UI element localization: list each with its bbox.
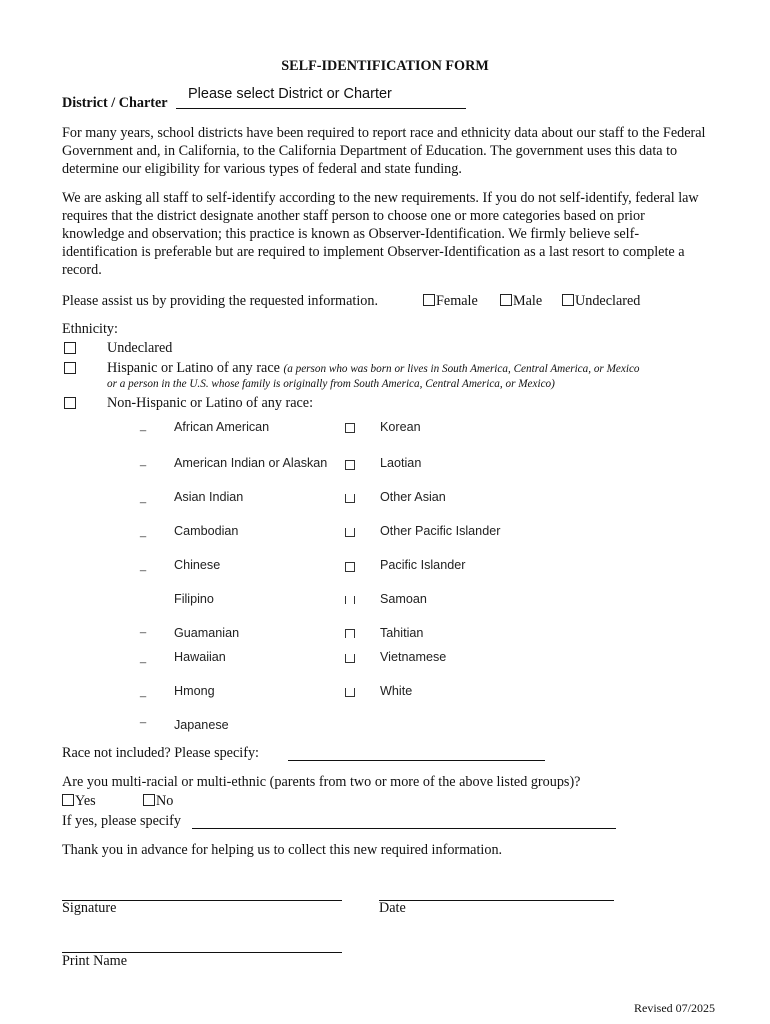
- thank-you-text: Thank you in advance for helping us to collect this new required information.: [62, 842, 503, 858]
- yes-label: Yes: [75, 793, 96, 809]
- race-vietnamese: Vietnamese: [380, 650, 447, 664]
- intro-paragraph-1: For many years, school districts have been required to report race and ethnicity data about our staff to the Federal Government and, in California, to the California Department of Education. The government uses this data to determine our eligibility for various types of federal and state funding.: [62, 125, 706, 177]
- revised-date: Revised 07/2025: [634, 1001, 715, 1015]
- form-title: SELF-IDENTIFICATION FORM: [281, 58, 489, 74]
- district-label: District / Charter: [62, 95, 168, 111]
- race-korean-checkbox[interactable]: [345, 423, 355, 433]
- hispanic-note-line-1: (a person who was born or lives in South America, Central America, or Mexico: [283, 363, 640, 375]
- race-american-indian: American Indian or Alaskan: [174, 456, 328, 470]
- race-white-checkbox[interactable]: [345, 688, 355, 697]
- race-hmong: Hmong: [174, 684, 215, 698]
- multiracial-no-option[interactable]: [143, 793, 173, 810]
- race-tahitian-checkbox[interactable]: [345, 629, 355, 638]
- gender-male-option[interactable]: [500, 293, 542, 310]
- race-samoan: Samoan: [380, 592, 427, 606]
- district-select[interactable]: Please select District or Charter: [188, 86, 392, 102]
- male-checkbox[interactable]: [500, 294, 512, 306]
- ethnicity-non-hispanic-checkbox[interactable]: [64, 397, 76, 409]
- race-checkbox-marker[interactable]: _: [140, 686, 147, 698]
- ethnicity-label: Ethnicity:: [62, 321, 118, 337]
- race-checkbox-marker[interactable]: _: [140, 526, 147, 538]
- yes-checkbox[interactable]: [62, 794, 74, 806]
- female-label: Female: [436, 293, 478, 309]
- print-name-label: Print Name: [62, 953, 128, 969]
- race-guamanian: Guamanian: [174, 626, 240, 640]
- signature-label: Signature: [62, 900, 117, 916]
- ethnicity-undeclared-checkbox[interactable]: [64, 342, 76, 354]
- hispanic-note-line-2: or a person in the U.S. whose family is originally from South America, Central America, or Mexico): [107, 378, 555, 390]
- race-korean: Korean: [380, 420, 421, 434]
- if-yes-specify-field[interactable]: [192, 828, 616, 829]
- race-hawaiian: Hawaiian: [174, 650, 226, 664]
- race-checkbox-marker[interactable]: _: [140, 652, 147, 664]
- if-yes-label: If yes, please specify: [62, 813, 181, 829]
- undeclared-gender-label: Undeclared: [575, 293, 641, 309]
- district-underline: [176, 108, 466, 109]
- multiracial-question: Are you multi-racial or multi-ethnic (parents from two or more of the above listed groups)?: [62, 774, 581, 790]
- undeclared-gender-checkbox[interactable]: [562, 294, 574, 306]
- race-checkbox-marker[interactable]: _: [140, 492, 147, 504]
- race-laotian: Laotian: [380, 456, 422, 470]
- gender-female-option[interactable]: [423, 293, 478, 310]
- race-checkbox-marker[interactable]: _: [140, 622, 147, 634]
- race-other-asian: Other Asian: [380, 490, 446, 504]
- race-african-american: African American: [174, 420, 270, 434]
- no-checkbox[interactable]: [143, 794, 155, 806]
- race-white: White: [380, 684, 413, 698]
- date-label: Date: [379, 900, 406, 916]
- race-pacific-islander: Pacific Islander: [380, 558, 466, 572]
- race-filipino: Filipino: [174, 592, 214, 606]
- race-checkbox-marker[interactable]: _: [140, 712, 147, 724]
- gender-prompt: Please assist us by providing the requested information.: [62, 293, 379, 309]
- race-pacific-islander-checkbox[interactable]: [345, 562, 355, 572]
- race-checkbox-marker[interactable]: _: [140, 560, 147, 572]
- race-specify-field[interactable]: [288, 760, 545, 761]
- race-not-included-label: Race not included? Please specify:: [62, 745, 259, 761]
- race-chinese: Chinese: [174, 558, 221, 572]
- race-checkbox-marker[interactable]: _: [140, 455, 147, 467]
- male-label: Male: [513, 293, 543, 309]
- race-other-asian-checkbox[interactable]: [345, 494, 355, 503]
- ethnicity-hispanic-checkbox[interactable]: [64, 362, 76, 374]
- race-samoan-checkbox[interactable]: [345, 596, 355, 604]
- date-field[interactable]: [379, 900, 614, 901]
- no-label: No: [156, 793, 174, 809]
- race-other-pacific-islander-checkbox[interactable]: [345, 528, 355, 537]
- race-asian-indian: Asian Indian: [174, 490, 244, 504]
- multiracial-yes-option[interactable]: [62, 793, 96, 810]
- race-checkbox-marker[interactable]: _: [140, 420, 147, 432]
- race-tahitian: Tahitian: [380, 626, 424, 640]
- intro-paragraph-2: We are asking all staff to self-identify according to the new requirements. If you do not self-identify, federal law requires that the district designate another staff person to choose one or more categories based on prior knowledge and observation; this practice is known as Observer-Identification. We firmly believe self-identification is preferable but are required to implement Observer-Identification as a last resort to complete a record.: [62, 190, 699, 278]
- ethnicity-undeclared-label: Undeclared: [107, 340, 173, 356]
- race-vietnamese-checkbox[interactable]: [345, 654, 355, 663]
- gender-undeclared-option[interactable]: [562, 293, 640, 310]
- female-checkbox[interactable]: [423, 294, 435, 306]
- race-other-pacific-islander: Other Pacific Islander: [380, 524, 501, 538]
- race-cambodian: Cambodian: [174, 524, 239, 538]
- race-japanese: Japanese: [174, 718, 229, 732]
- ethnicity-non-hispanic-label: Non-Hispanic or Latino of any race:: [107, 395, 314, 411]
- race-laotian-checkbox[interactable]: [345, 460, 355, 470]
- ethnicity-hispanic-label: Hispanic or Latino of any race: [107, 360, 280, 376]
